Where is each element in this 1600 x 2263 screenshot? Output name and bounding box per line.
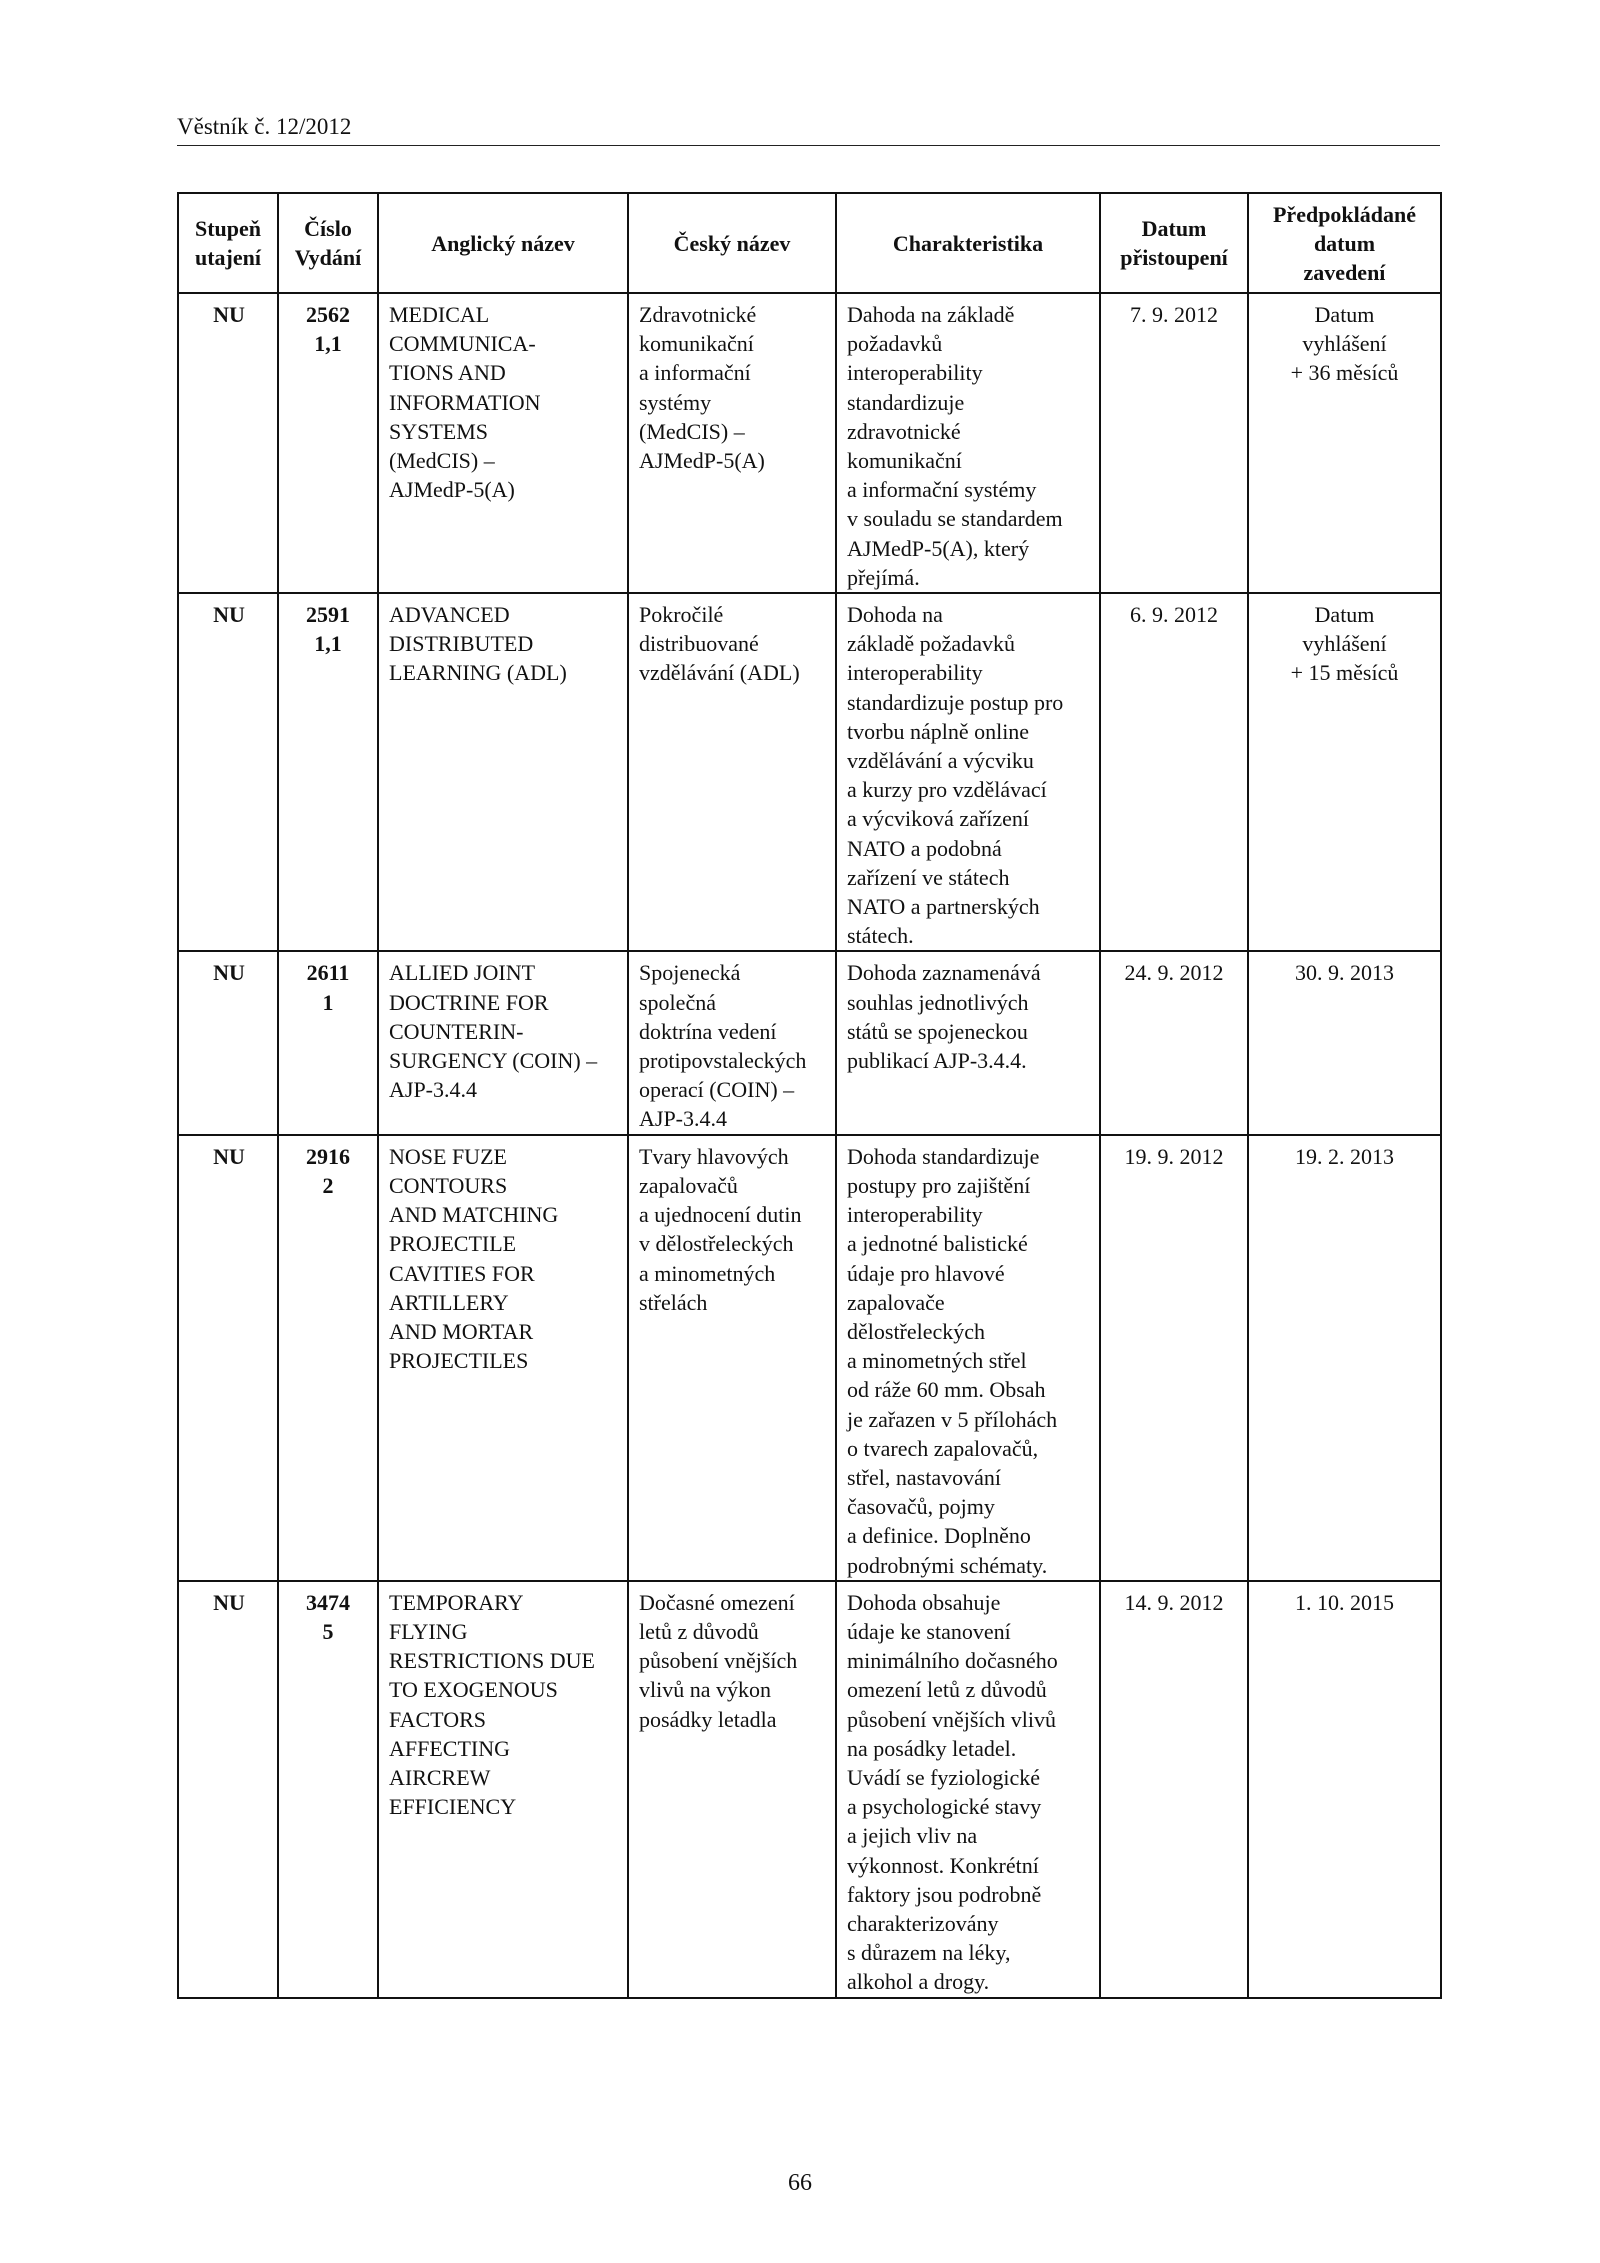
introduction-date-cell: 19. 2. 2013	[1248, 1135, 1441, 1581]
col-header-classification: Stupeň utajení	[178, 193, 278, 293]
introduction-date-cell: 30. 9. 2013	[1248, 951, 1441, 1134]
introduction-date-cell: Datum vyhlášení + 36 měsíců	[1248, 293, 1441, 593]
czech-name-cell: Pokročilé distribuované vzdělávání (ADL)	[628, 593, 836, 951]
stanag-table	[177, 192, 1442, 1999]
classification-cell: NU	[178, 951, 278, 1134]
col-header-number: Číslo Vydání	[278, 193, 378, 293]
accession-date-cell: 19. 9. 2012	[1100, 1135, 1248, 1581]
accession-date-cell: 24. 9. 2012	[1100, 951, 1248, 1134]
stanag-number: 2916	[306, 1143, 350, 1169]
stanag-number: 3474	[306, 1589, 350, 1615]
col-header-characteristic: Charakteristika	[836, 193, 1100, 293]
table-row	[178, 1581, 1441, 1998]
english-name-cell: TEMPORARY FLYING RESTRICTIONS DUE TO EXOGENOUS FACTORS AFFECTING AIRCREW EFFICIENCY	[378, 1581, 628, 1998]
stanag-number: 2591	[306, 602, 350, 628]
page-number: 66	[788, 2170, 812, 2196]
classification-cell: NU	[178, 293, 278, 593]
english-name-cell: MEDICAL COMMUNICA- TIONS AND INFORMATION SYSTEMS (MedCIS) – AJMedP-5(A)	[378, 293, 628, 593]
accession-date-cell: 6. 9. 2012	[1100, 593, 1248, 951]
stanag-edition: 1,1	[314, 631, 342, 657]
characteristic-cell: Dohoda zaznamenává souhlas jednotlivých států se spojeneckou publikací AJP-3.4.4.	[836, 951, 1100, 1134]
number-cell	[278, 1135, 378, 1581]
number-cell	[278, 1581, 378, 1998]
english-name-cell: ALLIED JOINT DOCTRINE FOR COUNTERIN- SURGENCY (COIN) – AJP-3.4.4	[378, 951, 628, 1134]
classification-cell: NU	[178, 1581, 278, 1998]
stanag-edition: 1	[322, 989, 334, 1015]
col-header-czech-name: Český název	[628, 193, 836, 293]
number-cell	[278, 593, 378, 951]
introduction-date-cell: Datum vyhlášení + 15 měsíců	[1248, 593, 1441, 951]
table-row	[178, 593, 1441, 951]
introduction-date-cell: 1. 10. 2015	[1248, 1581, 1441, 1998]
col-header-introduction-date: Předpokládané datum zavedení	[1248, 193, 1441, 293]
classification-cell: NU	[178, 1135, 278, 1581]
table-row	[178, 1135, 1441, 1581]
characteristic-cell: Dahoda na základě požadavků interoperability standardizuje zdravotnické komunikační a informační systémy v souladu se standardem AJMedP-5(A), který přejímá.	[836, 293, 1100, 593]
stanag-number: 2562	[306, 302, 350, 327]
stanag-number: 2611	[306, 960, 350, 986]
czech-name-cell: Spojenecká společná doktrína vedení protipovstaleckých operací (COIN) – AJP-3.4.4	[628, 951, 836, 1134]
characteristic-cell: Dohoda na základě požadavků interoperability standardizuje postup pro tvorbu náplně online vzdělávání a výcviku a kurzy pro vzdělávací a výcviková zařízení NATO a podobná zařízení ve státech NATO a partnerských státech.	[836, 593, 1100, 951]
journal-title: Věstník č. 12/2012	[177, 114, 352, 139]
english-name-cell: NOSE FUZE CONTOURS AND MATCHING PROJECTILE CAVITIES FOR ARTILLERY AND MORTAR PROJECTILES	[378, 1135, 628, 1581]
czech-name-cell: Dočasné omezení letů z důvodů působení vnějších vlivů na výkon posádky letadla	[628, 1581, 836, 1998]
characteristic-cell: Dohoda standardizuje postupy pro zajištění interoperability a jednotné balistické údaje pro hlavové zapalovače dělostřeleckých a minometných střel od ráže 60 mm. Obsah je zařazen v 5 přílohách o tvarech zapalovačů, střel, nastavování časovačů, pojmy a definice. Doplněno podrobnými schématy.	[836, 1135, 1100, 1581]
characteristic-cell: Dohoda obsahuje údaje ke stanovení minimálního dočasného omezení letů z důvodů působení vnějších vlivů na posádky letadel. Uvádí se fyziologické a psychologické stavy a jejich vliv na výkonnost. Konkrétní faktory jsou podrobně charakterizovány s důrazem na léky, alkohol a drogy.	[836, 1581, 1100, 1998]
stanag-edition: 2	[322, 1172, 334, 1198]
number-cell	[278, 293, 378, 593]
col-header-accession-date: Datum přistoupení	[1100, 193, 1248, 293]
czech-name-cell: Zdravotnické komunikační a informační systémy (MedCIS) – AJMedP-5(A)	[628, 293, 836, 593]
number-cell	[278, 951, 378, 1134]
english-name-cell: ADVANCED DISTRIBUTED LEARNING (ADL)	[378, 593, 628, 951]
accession-date-cell: 14. 9. 2012	[1100, 1581, 1248, 1998]
journal-header	[177, 113, 1440, 146]
col-header-english-name: Anglický název	[378, 193, 628, 293]
czech-name-cell: Tvary hlavových zapalovačů a ujednocení dutin v dělostřeleckých a minometných střelách	[628, 1135, 836, 1581]
classification-cell: NU	[178, 593, 278, 951]
stanag-edition: 5	[322, 1618, 334, 1644]
accession-date-cell: 7. 9. 2012	[1100, 293, 1248, 593]
table-header-row	[178, 193, 1441, 293]
table-row	[178, 293, 1441, 593]
stanag-edition: 1,1	[314, 331, 342, 357]
table-row	[178, 951, 1441, 1134]
